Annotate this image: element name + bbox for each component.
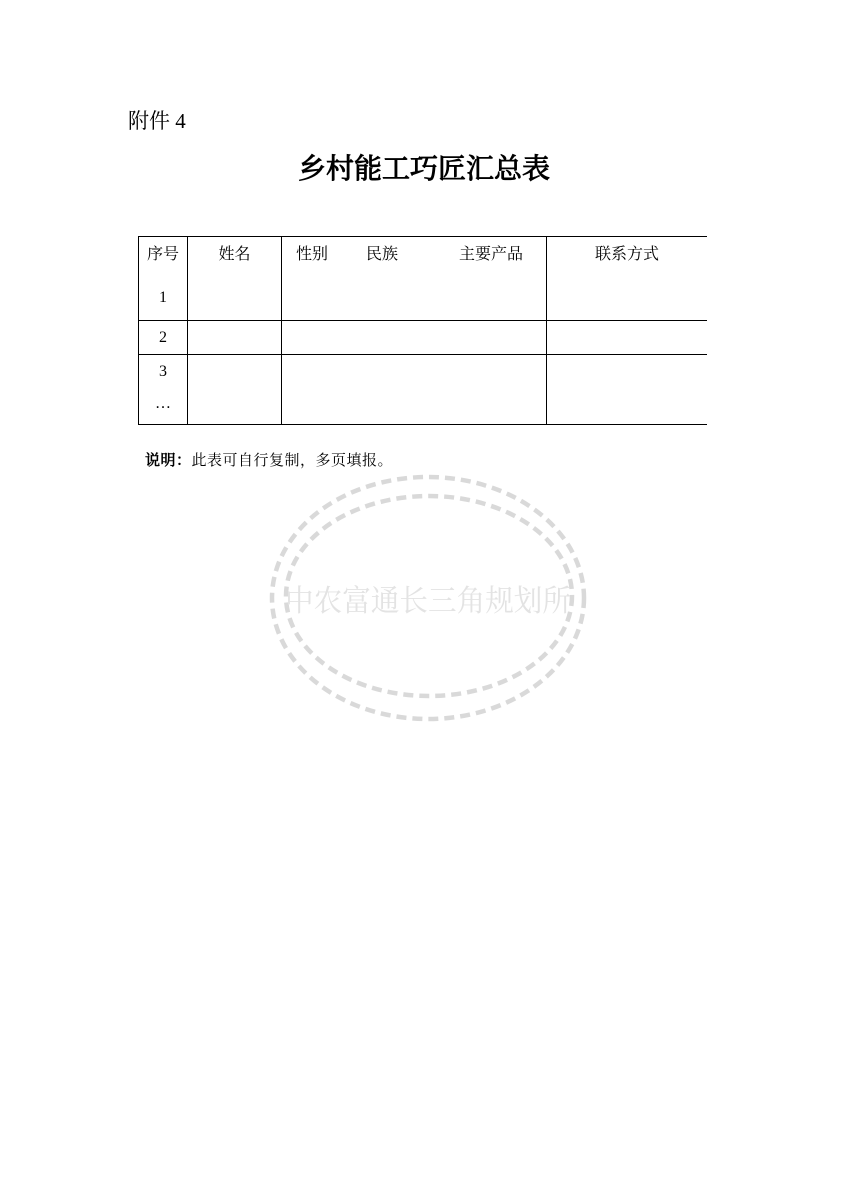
header-label-name: 姓名 [218,246,251,263]
cell-attributes-row3 [282,355,547,425]
cell-contact-row3 [547,355,708,425]
note-text: 此表可自行复制，多页填报。 [191,453,394,469]
header-cell-name [188,237,282,321]
note-label: 说明： [145,453,192,469]
cell-seq-row2 [139,321,188,355]
header-label-main-products: 主要产品 [459,246,524,263]
attachment-label: 附件 4 [128,109,186,133]
row-number-2: 2 [159,329,167,346]
header-attribute-labels [282,237,546,263]
header-cell-attributes [282,237,547,321]
row-number-1: 1 [159,289,167,306]
header-cell-contact [547,237,708,321]
cell-contact-row2 [547,321,708,355]
watermark-outer-ring [272,477,584,719]
cell-seq-row3 [139,355,188,425]
table-row [139,321,708,355]
note [145,452,393,470]
table-row [139,355,708,425]
header-label-ethnicity: 民族 [366,246,399,263]
header-label-contact: 联系方式 [594,246,659,263]
cell-attributes-row2 [282,321,547,355]
row-number-ellipsis: … [155,395,171,412]
cell-name-row2 [188,321,282,355]
page-title: 乡村能工巧匠汇总表 [297,154,550,185]
watermark-text: 中农富通长三角规划所 [285,585,571,618]
watermark [258,462,603,732]
row-number-3: 3 [159,363,167,380]
summary-table [138,236,707,425]
header-label-gender: 性别 [296,246,329,263]
cell-name-row3 [188,355,282,425]
header-label-seq: 序号 [146,246,179,263]
table-header-row [139,237,708,321]
header-cell-seq [139,237,188,321]
watermark-inner-ring [286,496,572,696]
